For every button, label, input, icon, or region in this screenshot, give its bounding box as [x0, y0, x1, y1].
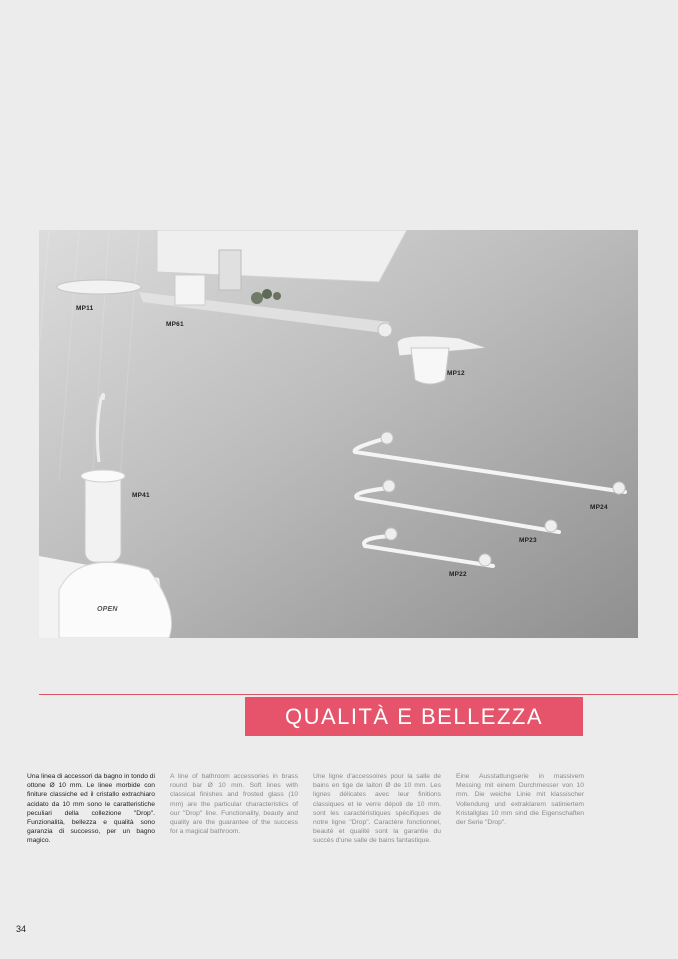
page-number: 34: [16, 924, 27, 934]
text-column-german: Eine Ausstattungserie in massivem Messing mit einem Durchmesser von 10 mm. Die weiche Linie mit klassischer Vollendung und extraklarem satiniertem Kristallglas 10 mm sind die Eigenschaften der Serie "Drop".: [456, 773, 584, 827]
product-photo: [39, 230, 638, 638]
accent-rule: [39, 694, 678, 695]
label-mp22: MP22: [449, 571, 467, 578]
text-column-english: A line of bathroom accessories in brass round bar Ø 10 mm. Soft lines with classical finishes and frosted glass (10 mm) are the particular characteristics of our "Drop" line. Functionality, beauty and quality are the guarantee of the success for a magical bathroom.: [170, 773, 298, 836]
label-mp24: MP24: [590, 504, 608, 511]
soap-dish-mp11: [57, 280, 141, 294]
label-mp11: MP11: [76, 305, 94, 312]
label-mp61: MP61: [166, 321, 184, 328]
product-illustration: [39, 230, 638, 638]
text-column-french: Une ligne d'accessoires pour la salle de bains en tige de laiton Ø de 10 mm. Les lignes délicates avec leur finitions classiques et le verre dépoli de 10 mm. sont les caractéristiques spécifiques de notre ligne "Drop". Caractère fonctionnel, beauté et qualité sont la garantie du succès d'une salle de bains fantastique.: [313, 773, 441, 845]
towel-brand-text: OPEN: [97, 606, 118, 613]
section-title-banner: QUALITÀ E BELLEZZA: [245, 697, 583, 736]
label-mp41: MP41: [132, 492, 150, 499]
text-column-italian: Una linea di accessori da bagno in tondo di ottone Ø 10 mm. Le linee morbide con finiture classiche ed il cristallo extrachiaro acidato da 10 mm sono le caratteristiche peculiari della collezione "Drop". Funzionalità, bellezza e qualità sono garanzia di successo, per un bagno magico.: [27, 773, 155, 845]
label-mp12: MP12: [447, 370, 465, 377]
label-mp23: MP23: [519, 537, 537, 544]
